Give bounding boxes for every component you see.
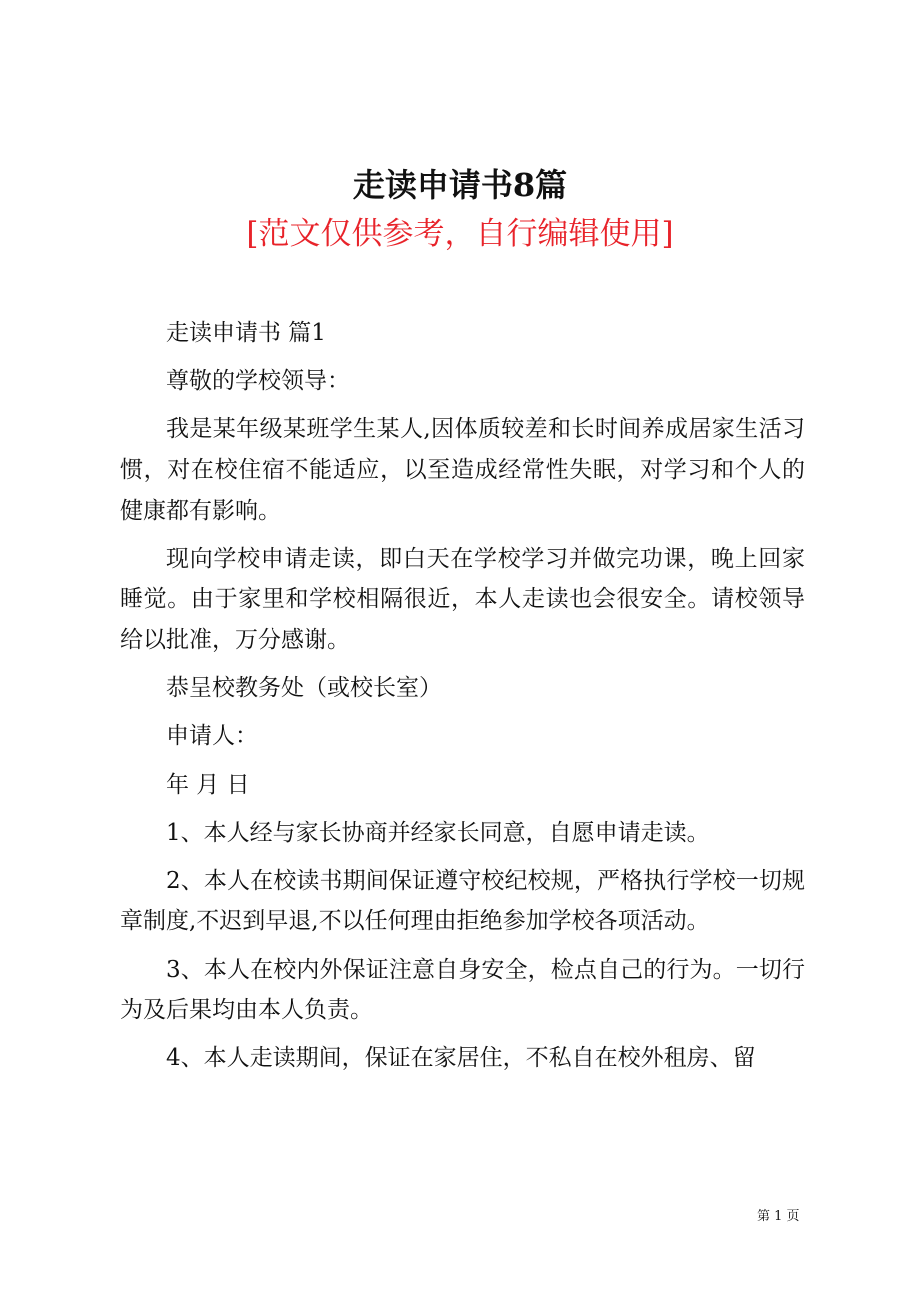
salutation: 尊敬的学校领导： — [166, 368, 350, 395]
section-heading: 走读申请书 篇1 — [166, 320, 326, 346]
date-line: 年 月 日 — [166, 771, 250, 798]
list-item: 4、本人走读期间，保证在家居住，不私自在校外租房、留 — [166, 1045, 756, 1072]
document-subtitle: [范文仅供参考，自行编辑使用] — [246, 216, 674, 252]
list-item: 3、本人在校内外保证注意自身安全，检点自己的行为。一切行为及后果均由本人负责。 — [120, 956, 805, 1024]
list-item: 2、本人在校读书期间保证遵守校纪校规，严格执行学校一切规章制度,不迟到早退,不以任何理由拒绝参加学校各项活动。 — [120, 867, 805, 935]
document-body — [120, 313, 805, 1087]
document-title: 走读申请书8篇 — [352, 166, 568, 204]
applicant-line: 申请人： — [166, 723, 258, 750]
body-paragraph: 现向学校申请走读，即白天在学校学习并做完功课，晚上回家睡觉。由于家里和学校相隔很近，本人走读也会很安全。请校领导给以批准，万分感谢。 — [120, 545, 805, 653]
recipient-line: 恭呈校教务处（或校长室） — [166, 675, 442, 702]
body-paragraph: 我是某年级某班学生某人,因体质较差和长时间养成居家生活习惯，对在校住宿不能适应，以至造成经常性失眠，对学习和个人的健康都有影响。 — [120, 416, 805, 524]
list-item: 1、本人经与家长协商并经家长同意，自愿申请走读。 — [166, 819, 710, 846]
page-number: 第 1 页 — [757, 1209, 800, 1224]
